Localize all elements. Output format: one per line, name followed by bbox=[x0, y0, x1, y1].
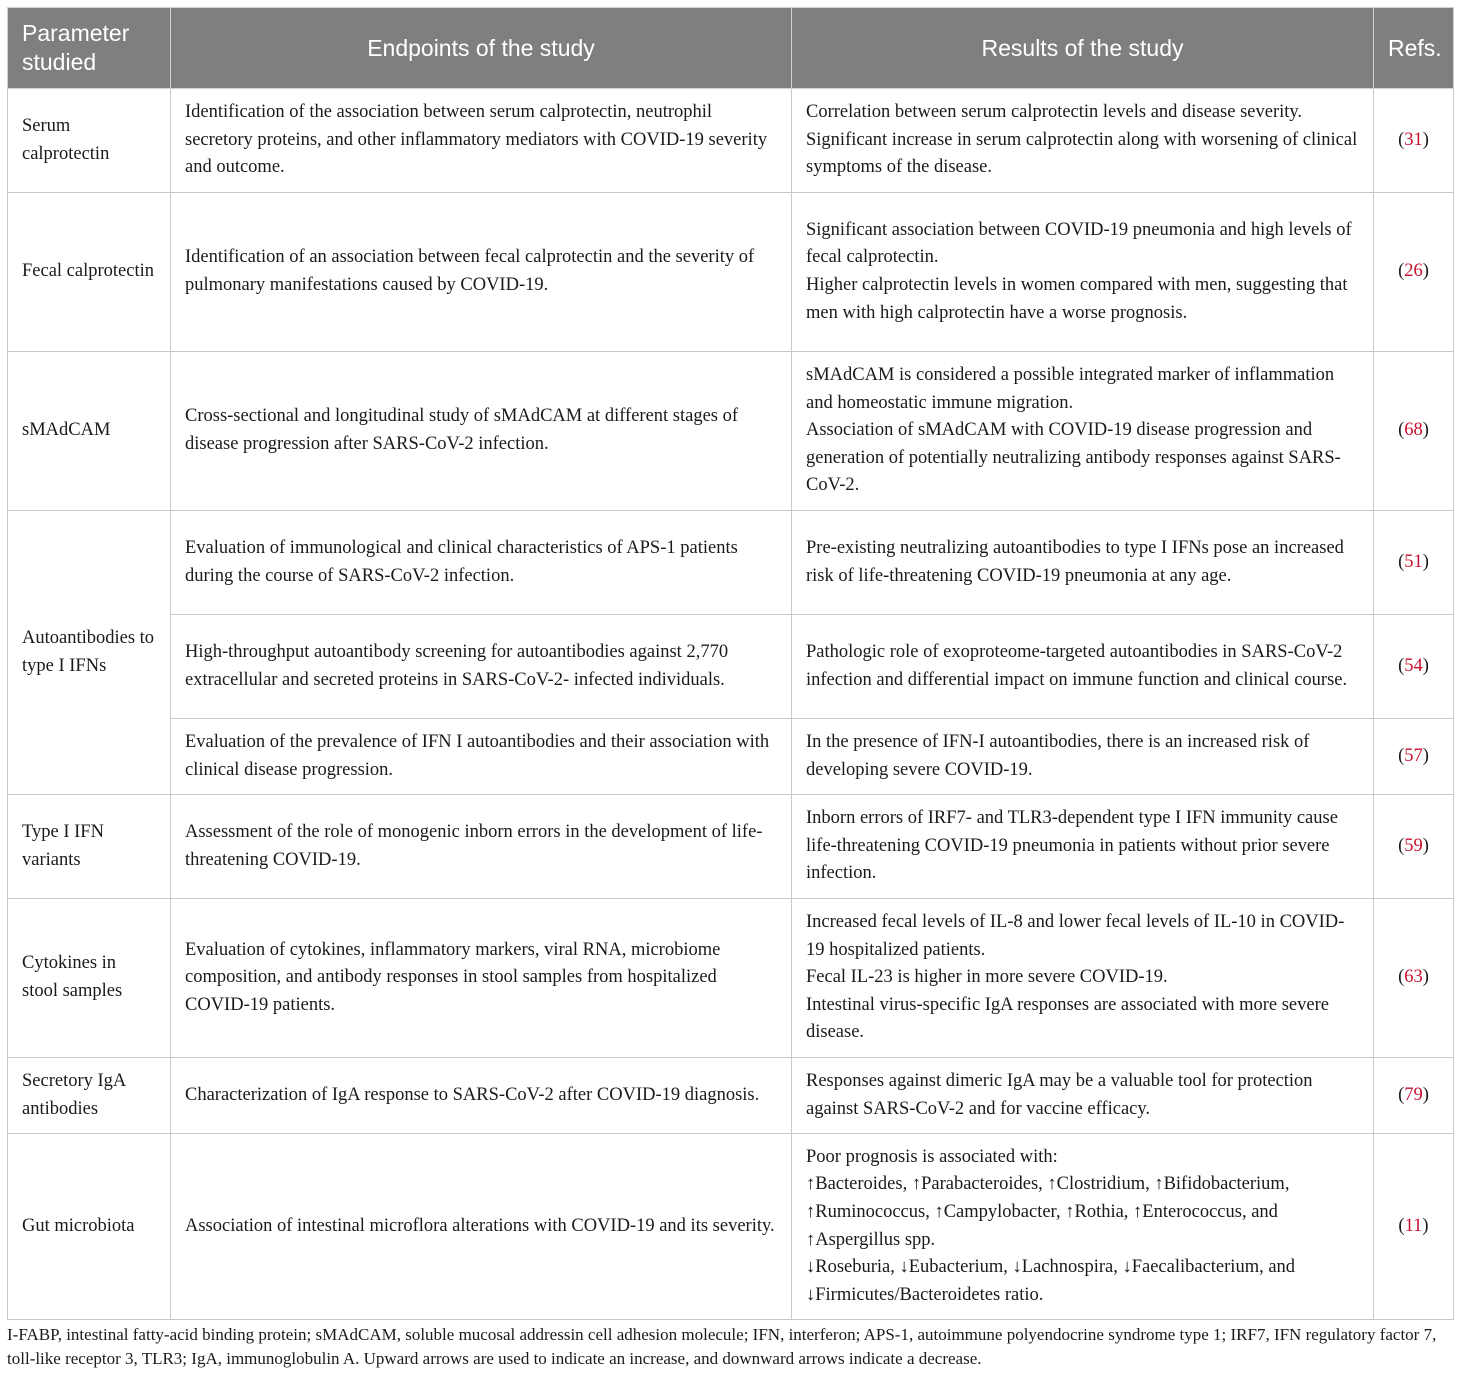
endpoint-cell: Cross-sectional and longitudinal study of sMAdCAM at different stages of disease progression after SARS-CoV-2 infection. bbox=[171, 352, 792, 511]
table-row bbox=[8, 719, 1454, 795]
result-line: Correlation between serum calprotectin levels and disease severity. bbox=[806, 102, 1303, 123]
results-cell bbox=[792, 719, 1374, 795]
table-row bbox=[8, 193, 1454, 352]
result-line: In the presence of IFN-I autoantibodies, there is an increased risk of developing severe COVID-19. bbox=[806, 731, 1310, 780]
table-row bbox=[8, 1058, 1454, 1134]
result-line: Inborn errors of IRF7- and TLR3-dependent type I IFN immunity cause life-threatening COVID-19 pneumonia in patients without prior severe infection. bbox=[806, 808, 1338, 884]
param-cell: Fecal calprotectin bbox=[8, 193, 171, 352]
results-cell bbox=[792, 89, 1374, 193]
result-line: sMAdCAM is considered a possible integrated marker of inflammation and homeostatic immune migration. bbox=[806, 365, 1335, 413]
result-line: Association of sMAdCAM with COVID-19 disease progression and generation of potentially neutralizing antibody responses against SARS-CoV-2. bbox=[806, 420, 1341, 496]
result-line: Poor prognosis is associated with: bbox=[806, 1146, 1058, 1167]
table-row bbox=[8, 89, 1454, 193]
ref-cell: (54) bbox=[1374, 615, 1454, 719]
endpoint-cell: Association of intestinal microflora alterations with COVID-19 and its severity. bbox=[171, 1134, 792, 1320]
result-line: Significant association between COVID-19 pneumonia and high levels of fecal calprotectin. bbox=[806, 219, 1352, 268]
results-cell bbox=[792, 899, 1374, 1058]
table-row bbox=[8, 615, 1454, 719]
ref-link[interactable]: 57 bbox=[1404, 745, 1423, 766]
header-endpoints: Endpoints of the study bbox=[171, 8, 792, 89]
header-results: Results of the study bbox=[792, 8, 1374, 89]
table-row bbox=[8, 352, 1454, 511]
result-line: Pre-existing neutralizing autoantibodies to type I IFNs pose an increased risk of life-threatening COVID-19 pneumonia at any age. bbox=[806, 537, 1344, 586]
results-cell bbox=[792, 615, 1374, 719]
param-cell: Autoantibodies to type I IFNs bbox=[8, 511, 171, 795]
ref-link[interactable]: 54 bbox=[1404, 655, 1423, 676]
results-cell bbox=[792, 1134, 1374, 1320]
ref-cell: (79) bbox=[1374, 1058, 1454, 1134]
header-parameter: Parameter studied bbox=[8, 8, 171, 89]
ref-cell: (68) bbox=[1374, 352, 1454, 511]
param-cell: Serum calprotectin bbox=[8, 89, 171, 193]
endpoint-cell: Characterization of IgA response to SARS-CoV-2 after COVID-19 diagnosis. bbox=[171, 1058, 792, 1134]
result-line: Fecal IL-23 is higher in more severe COVID-19. bbox=[806, 967, 1168, 988]
table-row bbox=[8, 795, 1454, 899]
ref-cell: (63) bbox=[1374, 899, 1454, 1058]
result-line: Pathologic role of exoproteome-targeted autoantibodies in SARS-CoV-2 infection and differential impact on immune function and clinical course. bbox=[806, 641, 1348, 690]
ref-link[interactable]: 79 bbox=[1404, 1084, 1423, 1105]
result-line: Higher calprotectin levels in women compared with men, suggesting that men with high calprotectin have a worse prognosis. bbox=[806, 275, 1348, 323]
param-cell: Cytokines in stool samples bbox=[8, 899, 171, 1058]
endpoint-cell: Evaluation of immunological and clinical characteristics of APS-1 patients during the course of SARS-CoV-2 infection. bbox=[171, 511, 792, 615]
ref-link[interactable]: 68 bbox=[1404, 420, 1423, 441]
results-cell bbox=[792, 511, 1374, 615]
endpoint-cell: Evaluation of the prevalence of IFN I autoantibodies and their association with clinical disease progression. bbox=[171, 719, 792, 795]
ref-cell: (59) bbox=[1374, 795, 1454, 899]
table-footnote: I-FABP, intestinal fatty-acid binding protein; sMAdCAM, soluble mucosal addressin cell adhesion molecule; IFN, interferon; APS-1, autoimmune polyendocrine syndrome type 1; IRF7, IFN regulatory factor 7, toll-like receptor 3, TLR3; IgA, immunoglobulin A. Upward arrows are used to indicate an increase, and downward arrows indicate a decrease. bbox=[7, 1325, 1437, 1368]
endpoint-cell: Identification of the association between serum calprotectin, neutrophil secretory proteins, and other inflammatory mediators with COVID-19 severity and outcome. bbox=[171, 89, 792, 193]
table-row bbox=[8, 1134, 1454, 1320]
param-cell: Gut microbiota bbox=[8, 1134, 171, 1320]
result-line: Intestinal virus-specific IgA responses are associated with more severe disease. bbox=[806, 994, 1329, 1043]
ref-link[interactable]: 59 bbox=[1404, 835, 1423, 856]
result-line: ↑Bacteroides, ↑Parabacteroides, ↑Clostridium, ↑Bifidobacterium, ↑Ruminococcus, ↑Campylobacter, ↑Rothia, ↑Enterococcus, and ↑Aspergillus spp. bbox=[806, 1174, 1290, 1250]
result-line: Increased fecal levels of IL-8 and lower fecal levels of IL-10 in COVID-19 hospitalized patients. bbox=[806, 912, 1345, 960]
result-line: Responses against dimeric IgA may be a valuable tool for protection against SARS-CoV-2 and for vaccine efficacy. bbox=[806, 1070, 1313, 1119]
endpoint-cell: Evaluation of cytokines, inflammatory markers, viral RNA, microbiome composition, and antibody responses in stool samples from hospitalized COVID-19 patients. bbox=[171, 899, 792, 1058]
results-cell bbox=[792, 1058, 1374, 1134]
result-line: Significant increase in serum calprotectin along with worsening of clinical symptoms of the disease. bbox=[806, 129, 1358, 178]
ref-link[interactable]: 11 bbox=[1404, 1215, 1423, 1236]
ref-cell: (51) bbox=[1374, 511, 1454, 615]
table-row bbox=[8, 899, 1454, 1058]
ref-link[interactable]: 51 bbox=[1404, 551, 1423, 572]
endpoint-cell: High-throughput autoantibody screening for autoantibodies against 2,770 extracellular and secreted proteins in SARS-CoV-2- infected individuals. bbox=[171, 615, 792, 719]
results-cell bbox=[792, 352, 1374, 511]
results-cell bbox=[792, 795, 1374, 899]
ref-cell: (11) bbox=[1374, 1134, 1454, 1320]
ref-cell: (26) bbox=[1374, 193, 1454, 352]
ref-link[interactable]: 26 bbox=[1404, 261, 1423, 282]
ref-cell: (31) bbox=[1374, 89, 1454, 193]
param-cell: Secretory IgA antibodies bbox=[8, 1058, 171, 1134]
ref-link[interactable]: 63 bbox=[1404, 967, 1423, 988]
table-row bbox=[8, 511, 1454, 615]
ref-cell: (57) bbox=[1374, 719, 1454, 795]
endpoint-cell: Identification of an association between fecal calprotectin and the severity of pulmonary manifestations caused by COVID-19. bbox=[171, 193, 792, 352]
study-table bbox=[7, 7, 1454, 1320]
header-refs: Refs. bbox=[1374, 8, 1454, 89]
result-line: ↓Roseburia, ↓Eubacterium, ↓Lachnospira, ↓Faecalibacterium, and ↓Firmicutes/Bacteroidetes ratio. bbox=[806, 1257, 1296, 1305]
results-cell bbox=[792, 193, 1374, 352]
ref-link[interactable]: 31 bbox=[1404, 129, 1423, 150]
param-cell: Type I IFN variants bbox=[8, 795, 171, 899]
endpoint-cell: Assessment of the role of monogenic inborn errors in the development of life-threatening COVID-19. bbox=[171, 795, 792, 899]
param-cell: sMAdCAM bbox=[8, 352, 171, 511]
header-row bbox=[8, 8, 1454, 89]
